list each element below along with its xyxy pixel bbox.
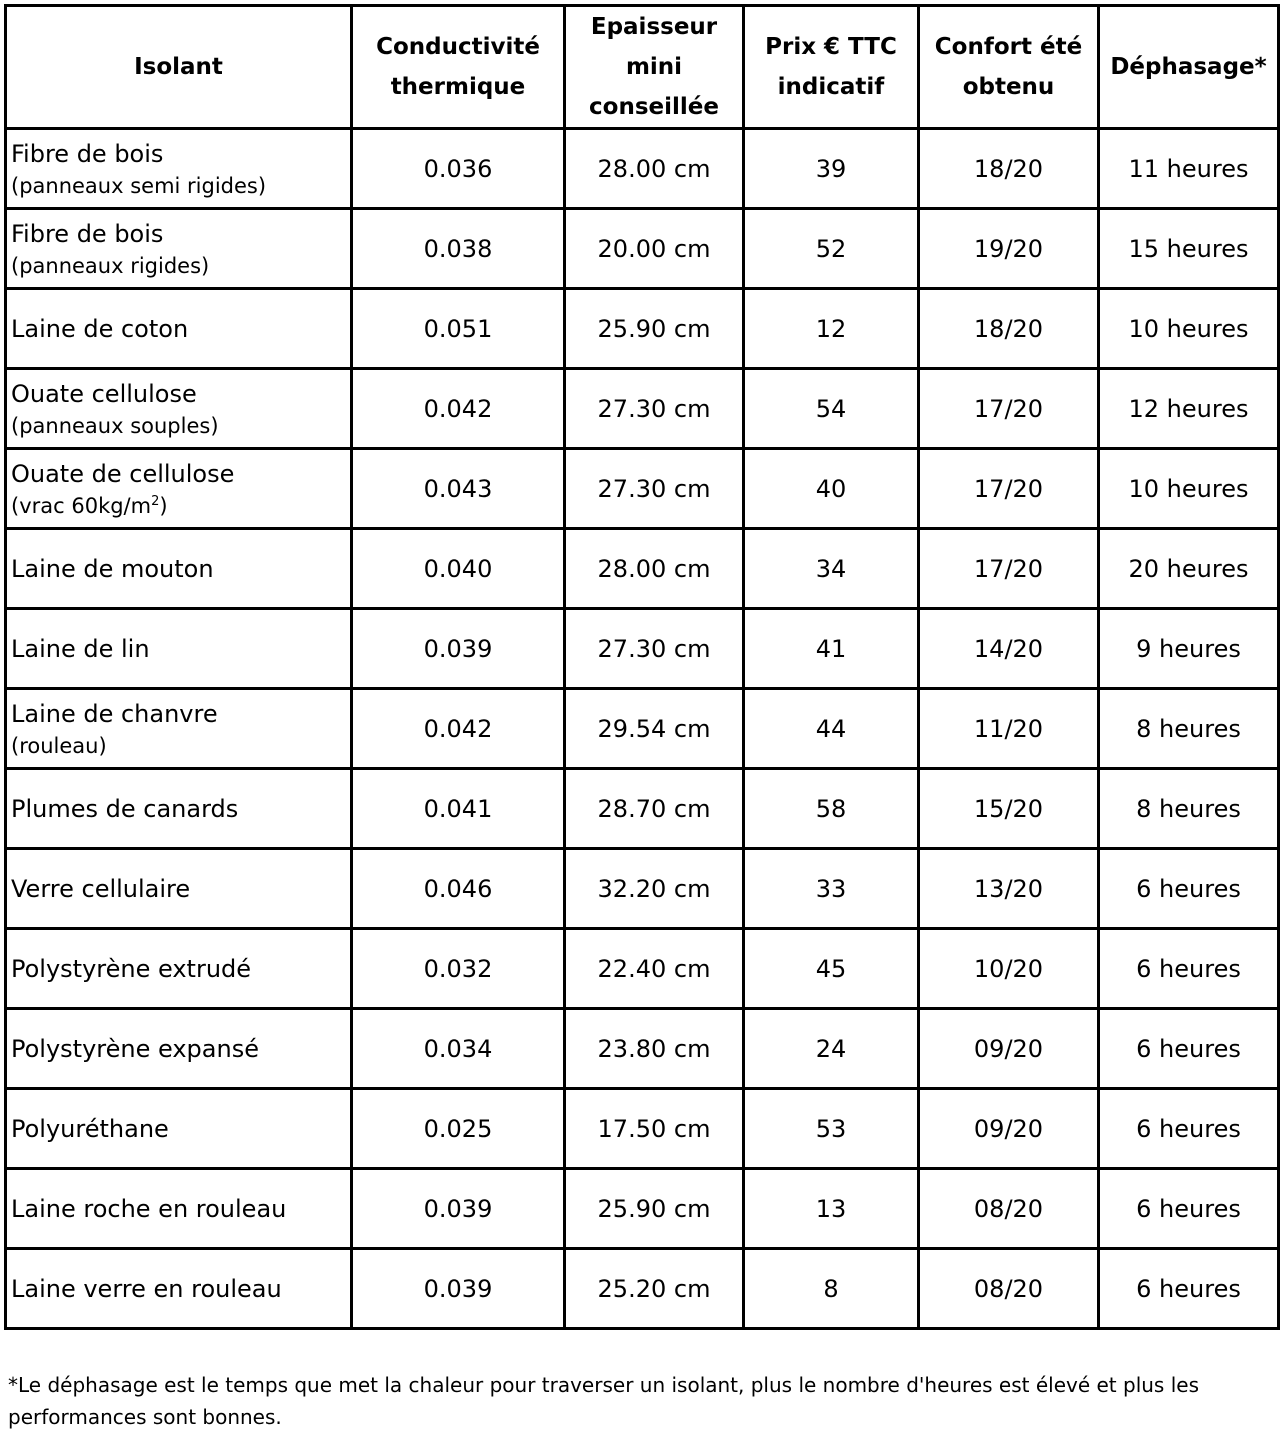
isolant-name: Laine de mouton — [11, 554, 214, 583]
insulation-table — [4, 4, 1280, 1330]
cell-conductivite: 0.036 — [352, 129, 565, 209]
cell-conductivite: 0.034 — [352, 1009, 565, 1089]
cell-confort: 08/20 — [919, 1169, 1099, 1249]
isolant-detail — [11, 171, 346, 201]
cell-isolant — [6, 289, 352, 369]
isolant-detail — [11, 251, 346, 281]
cell-prix: 53 — [744, 1089, 919, 1169]
cell-confort: 18/20 — [919, 289, 1099, 369]
cell-dephasage: 9 heures — [1099, 609, 1279, 689]
cell-prix: 54 — [744, 369, 919, 449]
isolant-name: Laine roche en rouleau — [11, 1194, 287, 1223]
table-row — [6, 129, 1279, 209]
cell-dephasage: 6 heures — [1099, 1169, 1279, 1249]
cell-isolant — [6, 369, 352, 449]
table-row — [6, 369, 1279, 449]
cell-epaisseur: 28.00 cm — [565, 529, 744, 609]
cell-confort: 11/20 — [919, 689, 1099, 769]
isolant-name: Laine de lin — [11, 634, 150, 663]
cell-epaisseur: 17.50 cm — [565, 1089, 744, 1169]
cell-epaisseur: 27.30 cm — [565, 449, 744, 529]
isolant-detail-end: ) — [159, 493, 168, 518]
cell-isolant — [6, 769, 352, 849]
isolant-detail-text: (rouleau) — [11, 733, 107, 758]
isolant-name: Ouate de cellulose — [11, 459, 235, 488]
header-row — [6, 6, 1279, 129]
header-confort: Confort été obtenu — [919, 6, 1099, 129]
cell-isolant — [6, 609, 352, 689]
isolant-name: Polyuréthane — [11, 1114, 169, 1143]
isolant-detail-text: (vrac 60kg/m — [11, 493, 152, 518]
cell-confort: 10/20 — [919, 929, 1099, 1009]
isolant-name: Laine de chanvre — [11, 699, 218, 728]
cell-confort: 09/20 — [919, 1009, 1099, 1089]
isolant-name: Fibre de bois — [11, 139, 164, 168]
table-row — [6, 689, 1279, 769]
header-dephasage: Déphasage* — [1099, 6, 1279, 129]
header-epaisseur: Epaisseur mini conseillée — [565, 6, 744, 129]
header-prix: Prix € TTC indicatif — [744, 6, 919, 129]
cell-conductivite: 0.040 — [352, 529, 565, 609]
cell-conductivite: 0.046 — [352, 849, 565, 929]
cell-prix: 24 — [744, 1009, 919, 1089]
isolant-detail — [11, 411, 346, 441]
table-row — [6, 449, 1279, 529]
cell-confort: 09/20 — [919, 1089, 1099, 1169]
cell-dephasage: 6 heures — [1099, 929, 1279, 1009]
cell-dephasage: 12 heures — [1099, 369, 1279, 449]
cell-epaisseur: 27.30 cm — [565, 609, 744, 689]
cell-epaisseur: 25.20 cm — [565, 1249, 744, 1329]
cell-isolant — [6, 209, 352, 289]
cell-confort: 08/20 — [919, 1249, 1099, 1329]
cell-isolant — [6, 689, 352, 769]
cell-dephasage: 6 heures — [1099, 1249, 1279, 1329]
cell-prix: 45 — [744, 929, 919, 1009]
footnote: *Le déphasage est le temps que met la chaleur pour traverser un isolant, plus le nombre d'heures est élevé et plus les performances sont bonnes. — [8, 1373, 1199, 1429]
isolant-name: Polystyrène extrudé — [11, 954, 252, 983]
cell-conductivite: 0.025 — [352, 1089, 565, 1169]
cell-prix: 41 — [744, 609, 919, 689]
table-row — [6, 769, 1279, 849]
header-isolant: Isolant — [6, 6, 352, 129]
cell-dephasage: 11 heures — [1099, 129, 1279, 209]
table-row — [6, 1009, 1279, 1089]
cell-isolant — [6, 929, 352, 1009]
cell-conductivite: 0.039 — [352, 1169, 565, 1249]
cell-confort: 17/20 — [919, 449, 1099, 529]
cell-isolant — [6, 1249, 352, 1329]
cell-isolant — [6, 529, 352, 609]
table-row — [6, 529, 1279, 609]
cell-conductivite: 0.051 — [352, 289, 565, 369]
cell-dephasage: 15 heures — [1099, 209, 1279, 289]
cell-epaisseur: 28.70 cm — [565, 769, 744, 849]
isolant-name: Ouate cellulose — [11, 379, 197, 408]
cell-prix: 39 — [744, 129, 919, 209]
table-row — [6, 609, 1279, 689]
table-row — [6, 209, 1279, 289]
isolant-name: Laine de coton — [11, 314, 189, 343]
cell-confort: 17/20 — [919, 369, 1099, 449]
cell-isolant — [6, 1089, 352, 1169]
cell-conductivite: 0.041 — [352, 769, 565, 849]
isolant-name: Polystyrène expansé — [11, 1034, 259, 1063]
cell-epaisseur: 20.00 cm — [565, 209, 744, 289]
isolant-name: Fibre de bois — [11, 219, 164, 248]
table-row — [6, 1249, 1279, 1329]
header-conductivite: Conductivité thermique — [352, 6, 565, 129]
cell-conductivite: 0.042 — [352, 369, 565, 449]
cell-dephasage: 20 heures — [1099, 529, 1279, 609]
cell-prix: 44 — [744, 689, 919, 769]
isolant-detail-text: (panneaux rigides) — [11, 253, 210, 278]
cell-epaisseur: 23.80 cm — [565, 1009, 744, 1089]
cell-dephasage: 10 heures — [1099, 289, 1279, 369]
cell-prix: 34 — [744, 529, 919, 609]
cell-dephasage: 6 heures — [1099, 1089, 1279, 1169]
cell-dephasage: 10 heures — [1099, 449, 1279, 529]
cell-isolant — [6, 1009, 352, 1089]
cell-epaisseur: 28.00 cm — [565, 129, 744, 209]
cell-conductivite: 0.039 — [352, 609, 565, 689]
cell-prix: 8 — [744, 1249, 919, 1329]
cell-conductivite: 0.043 — [352, 449, 565, 529]
cell-epaisseur: 27.30 cm — [565, 369, 744, 449]
cell-conductivite: 0.038 — [352, 209, 565, 289]
cell-epaisseur: 25.90 cm — [565, 1169, 744, 1249]
cell-prix: 13 — [744, 1169, 919, 1249]
cell-epaisseur: 29.54 cm — [565, 689, 744, 769]
cell-confort: 18/20 — [919, 129, 1099, 209]
cell-isolant — [6, 1169, 352, 1249]
cell-prix: 33 — [744, 849, 919, 929]
table-row — [6, 929, 1279, 1009]
cell-confort: 13/20 — [919, 849, 1099, 929]
cell-epaisseur: 32.20 cm — [565, 849, 744, 929]
table-body — [6, 129, 1279, 1329]
isolant-name: Plumes de canards — [11, 794, 239, 823]
cell-epaisseur: 25.90 cm — [565, 289, 744, 369]
cell-confort: 17/20 — [919, 529, 1099, 609]
cell-conductivite: 0.039 — [352, 1249, 565, 1329]
cell-confort: 19/20 — [919, 209, 1099, 289]
isolant-detail-text: (panneaux souples) — [11, 413, 219, 438]
cell-dephasage: 6 heures — [1099, 1009, 1279, 1089]
cell-prix: 40 — [744, 449, 919, 529]
table-row — [6, 1089, 1279, 1169]
table-row — [6, 289, 1279, 369]
cell-dephasage: 6 heures — [1099, 849, 1279, 929]
cell-isolant — [6, 129, 352, 209]
cell-prix: 58 — [744, 769, 919, 849]
cell-dephasage: 8 heures — [1099, 689, 1279, 769]
table-row — [6, 849, 1279, 929]
isolant-detail-exponent: 2 — [151, 493, 160, 509]
isolant-name: Verre cellulaire — [11, 874, 191, 903]
isolant-detail — [11, 491, 346, 521]
table-row — [6, 1169, 1279, 1249]
cell-confort: 15/20 — [919, 769, 1099, 849]
cell-isolant — [6, 449, 352, 529]
cell-prix: 52 — [744, 209, 919, 289]
isolant-detail-text: (panneaux semi rigides) — [11, 173, 267, 198]
cell-prix: 12 — [744, 289, 919, 369]
cell-confort: 14/20 — [919, 609, 1099, 689]
cell-epaisseur: 22.40 cm — [565, 929, 744, 1009]
cell-dephasage: 8 heures — [1099, 769, 1279, 849]
cell-conductivite: 0.032 — [352, 929, 565, 1009]
cell-conductivite: 0.042 — [352, 689, 565, 769]
cell-isolant — [6, 849, 352, 929]
isolant-name: Laine verre en rouleau — [11, 1274, 282, 1303]
isolant-detail — [11, 731, 346, 761]
